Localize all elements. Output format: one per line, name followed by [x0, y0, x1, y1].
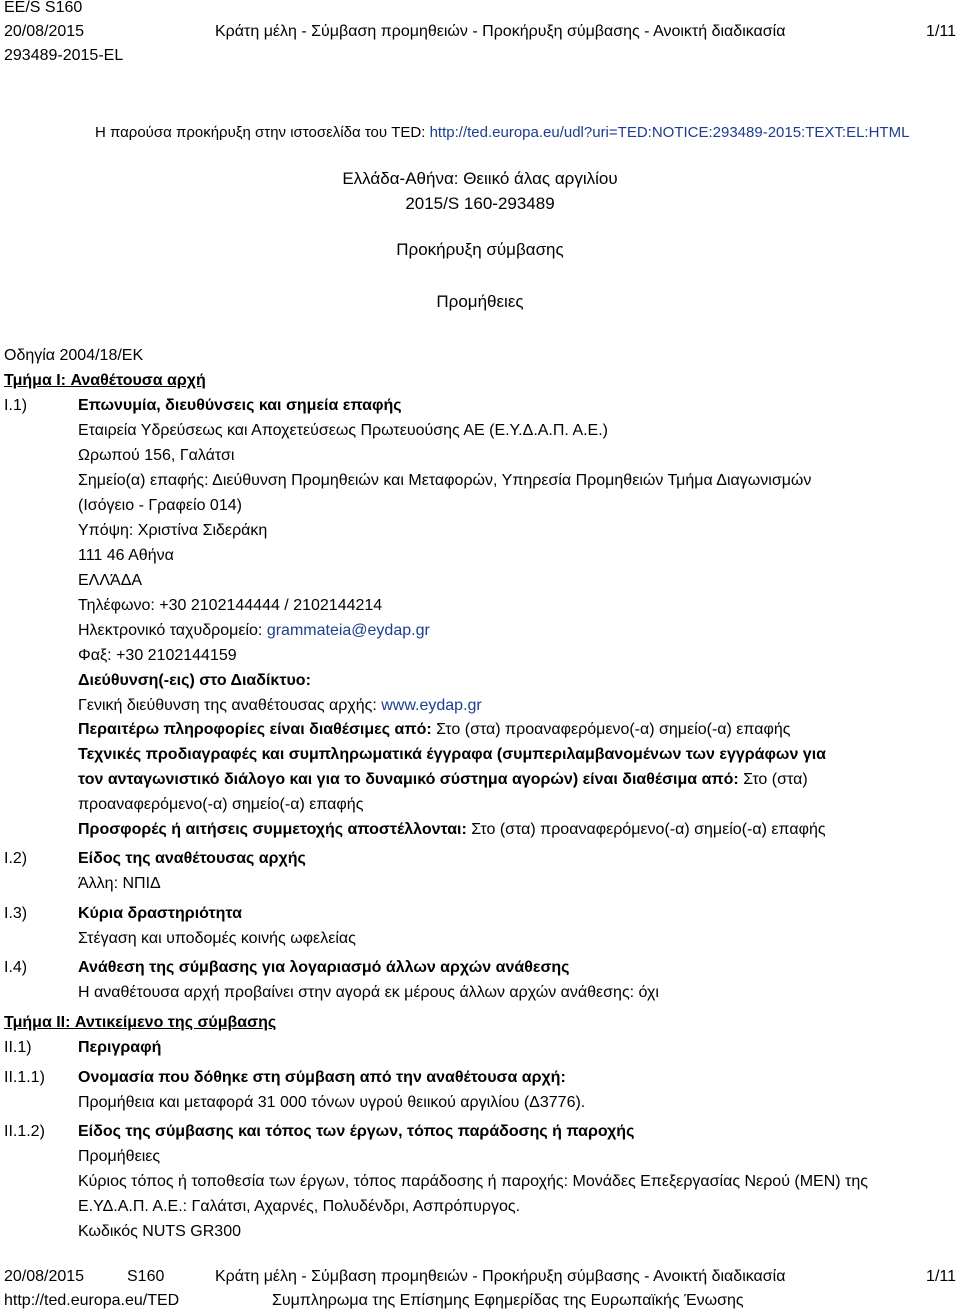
header-notice-id: 293489-2015-EL: [4, 47, 124, 64]
section-1-title: Τμήμα I: Αναθέτουσα αρχή: [4, 372, 206, 389]
notice-reference: 2015/S 160-293489: [405, 194, 555, 213]
header-title: Κράτη μέλη - Σύμβαση προμηθειών - Προκήρυξη σύμβασης - Ανοικτή διαδικασία: [215, 23, 786, 40]
i1-number: I.1): [4, 397, 28, 414]
email-link[interactable]: grammateia@eydap.gr: [266, 622, 430, 639]
footer-page: 1/11: [926, 1268, 956, 1285]
notice-location-title: Ελλάδα-Αθήνα: Θειικό άλας αργιλίου: [342, 169, 618, 188]
i3-value: Στέγαση και υποδομές κοινής ωφελείας: [78, 930, 356, 947]
ii12-place-2: Ε.ΥΔ.Α.Π. Α.Ε.: Γαλάτσι, Αχαρνές, Πολυδένδρι, Ασπρόπυργος.: [78, 1198, 521, 1215]
more-info-value: Στο (στα) προαναφερόμενο(-α) σημείο(-α) επαφής: [436, 721, 791, 738]
ii12-place-1: Κύριος τόπος ή τοποθεσία των έργων, τόπος παράδοσης ή παροχής: Μονάδες Επεξεργασίας Νερού (ΜΕΝ) της: [78, 1173, 868, 1190]
specs-value-a: Στο (στα): [743, 771, 808, 788]
tenders-row: [78, 820, 826, 840]
tenders-value: Στο (στα) προαναφερόμενο(-α) σημείο(-α) επαφής: [471, 821, 826, 838]
fax: Φαξ: +30 2102144159: [78, 647, 237, 664]
ted-notice-link[interactable]: http://ted.europa.eu/udl?uri=TED:NOTICE:293489-2015:TEXT:EL:HTML: [429, 124, 910, 141]
ii12-nuts: Κωδικός NUTS GR300: [78, 1223, 241, 1240]
postal-code-city: 111 46 Αθήνα: [78, 547, 174, 564]
ii1-number: II.1): [4, 1039, 32, 1056]
ii11-number: II.1.1): [4, 1069, 45, 1086]
internet-title: Διεύθυνση(-εις) στο Διαδίκτυο:: [78, 672, 311, 689]
contact-point-2: (Ισόγειο - Γραφείο 014): [78, 497, 242, 514]
header-page: 1/11: [926, 23, 956, 40]
i2-title: Είδος της αναθέτουσας αρχής: [78, 850, 306, 867]
directive: Οδηγία 2004/18/ΕΚ: [4, 347, 144, 364]
email-row: [78, 621, 430, 641]
ii11-title: Ονομασία που δόθηκε στη σύμβαση από την αναθέτουσα αρχή:: [78, 1069, 566, 1086]
footer-series: S160: [127, 1268, 165, 1285]
i4-number: I.4): [4, 959, 28, 976]
tenders-label: Προσφορές ή αιτήσεις συμμετοχής αποστέλλονται:: [78, 821, 467, 838]
i3-title: Κύρια δραστηριότητα: [78, 905, 242, 922]
i4-value: Η αναθέτουσα αρχή προβαίνει στην αγορά εκ μέρους άλλων αρχών ανάθεσης: όχι: [78, 984, 659, 1001]
org-name: Εταιρεία Υδρεύσεως και Αποχετεύσεως Πρωτευούσης ΑΕ (Ε.Υ.Δ.Α.Π. Α.Ε.): [78, 422, 608, 439]
intro-text: Η παρούσα προκήρυξη στην ιστοσελίδα του TED:: [95, 124, 426, 141]
i4-title: Ανάθεση της σύμβασης για λογαριασμό άλλων αρχών ανάθεσης: [78, 959, 570, 976]
footer-date: 20/08/2015: [4, 1268, 85, 1285]
country: ΕΛΛΆΔΑ: [78, 572, 143, 589]
ii11-value: Προμήθεια και μεταφορά 31 000 τόνων υγρού θειικού αργιλίου (Δ3776).: [78, 1094, 586, 1111]
i3-number: I.3): [4, 905, 28, 922]
more-info-row: [78, 720, 790, 740]
footer-ted-link[interactable]: http://ted.europa.eu/TED: [4, 1292, 180, 1309]
specs-row-2: [78, 770, 808, 790]
contact-point: Σημείο(α) επαφής: Διεύθυνση Προμηθειών και Μεταφορών, Υπηρεσία Προμηθειών Τμήμα Διαγωνισμών: [78, 472, 812, 489]
i2-value: Άλλη: ΝΠΙΔ: [78, 875, 161, 892]
specs-label-2: τον ανταγωνιστικό διάλογο και για το δυναμικό σύστημα αγορών) είναι διαθέσιμα από:: [78, 771, 739, 788]
section-2-title: Τμήμα II: Αντικείμενο της σύμβασης: [4, 1014, 277, 1031]
footer-title: Κράτη μέλη - Σύμβαση προμηθειών - Προκήρυξη σύμβασης - Ανοικτή διαδικασία: [215, 1268, 786, 1285]
general-address-label: Γενική διεύθυνση της αναθέτουσας αρχής:: [78, 697, 377, 714]
intro-line: [95, 123, 909, 143]
specs-label-1: Τεχνικές προδιαγραφές και συμπληρωματικά έγγραφα (συμπεριλαμβανομένων των εγγράφων για: [78, 746, 826, 763]
header-date: 20/08/2015: [4, 23, 85, 40]
specs-value-b: προαναφερόμενο(-α) σημείο(-α) επαφής: [78, 796, 364, 813]
i2-number: I.2): [4, 850, 28, 867]
general-address-link[interactable]: www.eydap.gr: [381, 697, 482, 714]
i1-title: Επωνυμία, διευθύνσεις και σημεία επαφής: [78, 397, 402, 414]
notice-category: Προμήθειες: [436, 292, 524, 311]
more-info-label: Περαιτέρω πληροφορίες είναι διαθέσιμες από:: [78, 721, 432, 738]
ii12-value: Προμήθειες: [78, 1148, 161, 1165]
header-series: EE/S S160: [4, 0, 83, 16]
ii12-number: II.1.2): [4, 1123, 45, 1140]
email-label: Ηλεκτρονικό ταχυδρομείο:: [78, 622, 263, 639]
phone: Τηλέφωνο: +30 2102144444 / 2102144214: [78, 597, 383, 614]
ii12-title: Είδος της σύμβασης και τόπος των έργων, τόπος παράδοσης ή παροχής: [78, 1123, 635, 1140]
ii1-title: Περιγραφή: [78, 1039, 162, 1056]
notice-type: Προκήρυξη σύμβασης: [396, 240, 564, 259]
attention: Υπόψη: Χριστίνα Σιδεράκη: [78, 522, 268, 539]
address: Ωρωπού 156, Γαλάτσι: [78, 447, 235, 464]
footer-supplement: Συμπληρωμα της Επίσημης Εφημερίδας της Ευρωπαϊκής Ένωσης: [272, 1292, 744, 1309]
general-address-row: [78, 696, 482, 716]
